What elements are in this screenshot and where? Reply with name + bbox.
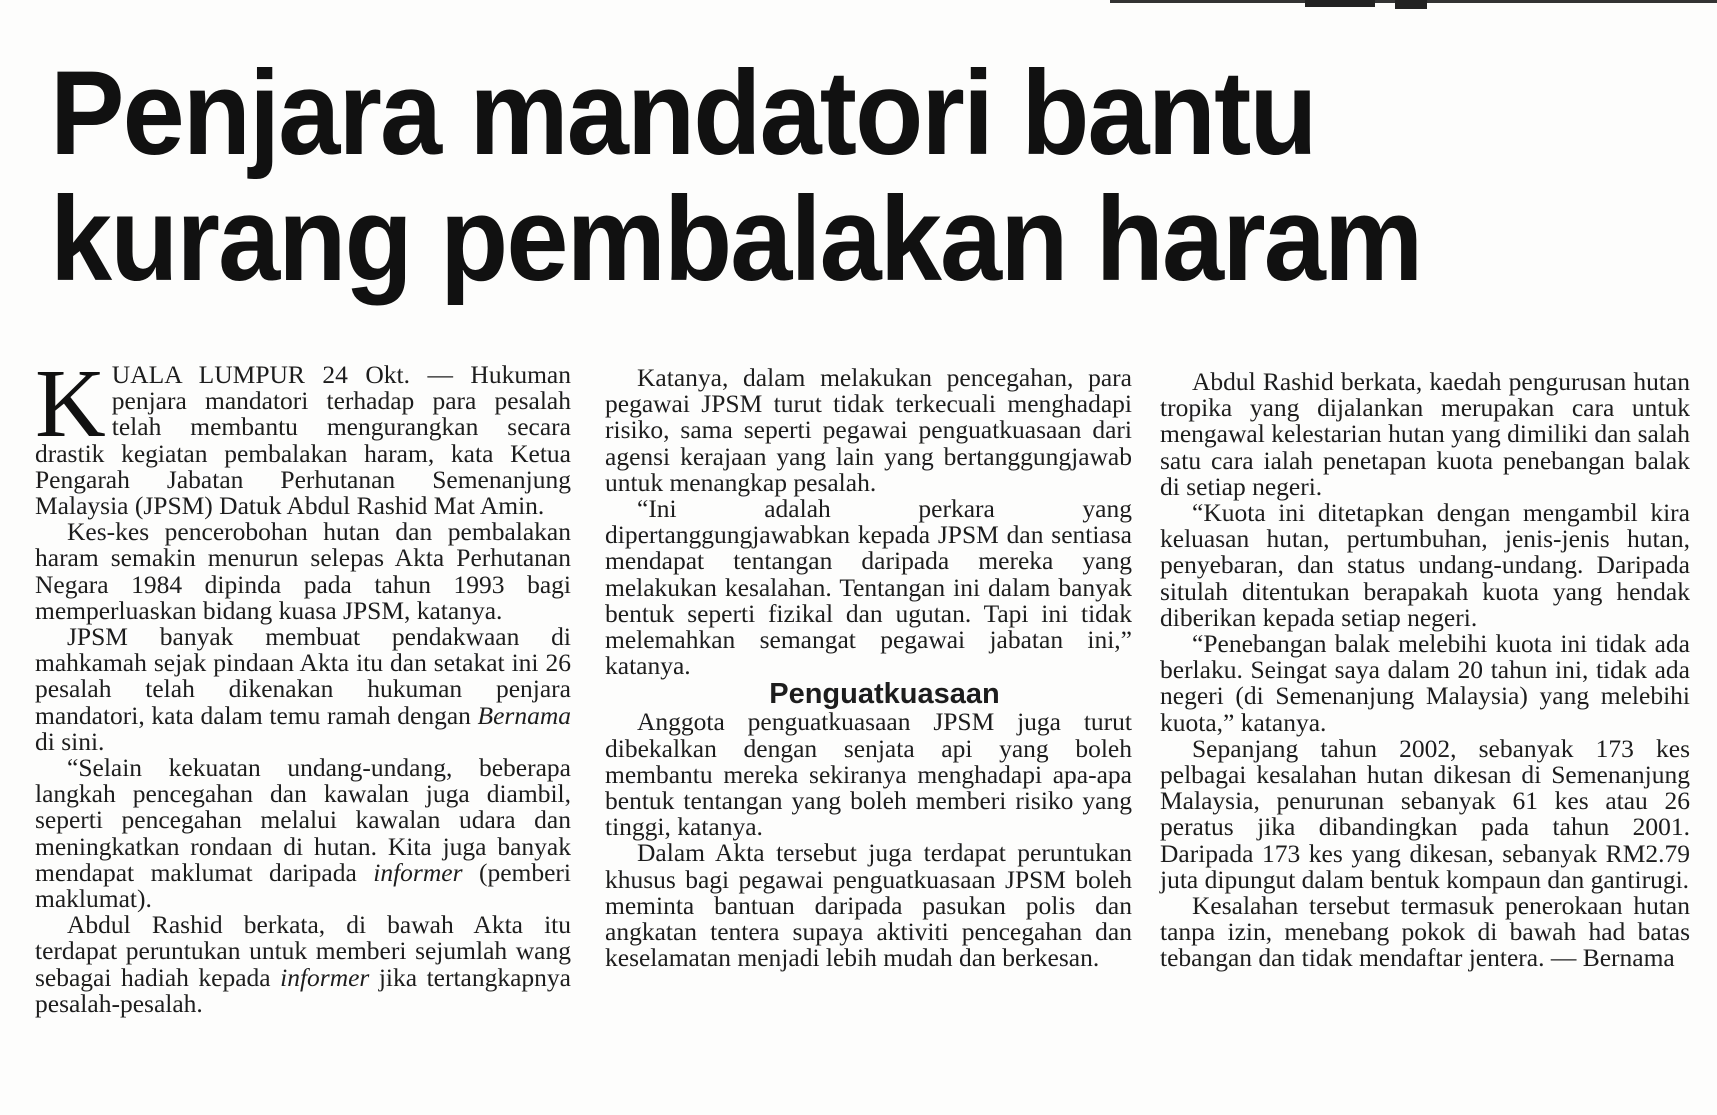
article-paragraph <box>35 912 571 1017</box>
article-paragraph: Sepanjang tahun 2002, sebanyak 173 kes pelbagai kesalahan hutan dikesan di Semenanjung Malaysia, penurunan sebanyak 61 kes atau 26 peratus jika dibandingkan pada tahun 2001. Daripada 173 kes yang dikesan, sebanyak RM2.79 juta dipungut dalam bentuk kompaun dan gantirugi. <box>1160 733 1690 894</box>
article-paragraph <box>35 755 571 912</box>
article-paragraph: Anggota penguatkuasaan JPSM juga turut dibekalkan dengan senjata api yang boleh membantu mereka sekiranya menghadapi apa-apa bentuk tentangan yang boleh memberi risiko yang tinggi, katanya. <box>605 707 1132 842</box>
article-paragraph <box>35 350 571 521</box>
article-column-3 <box>1160 369 1690 972</box>
paragraph-text: di sini. <box>35 726 105 756</box>
italic-text: informer <box>280 962 370 992</box>
headline-line-1: Penjara mandatori bantu <box>50 46 1316 180</box>
article-paragraph <box>35 624 571 755</box>
article-paragraph: “Kuota ini ditetapkan dengan mengambil kira keluasan hutan, pertumbuhan, jenis-jenis hutan, penyebaran, dan status undang-undang. Daripada situlah ditentukan berapakah kuota yang hendak diberikan kepada setiap negeri. <box>1160 498 1690 632</box>
top-rule-mark <box>1305 0 1375 7</box>
article-paragraph: Abdul Rashid berkata, kaedah pengurusan hutan tropika yang dijalankan merupakan cara untuk mengawal kelestarian hutan yang dimiliki dan salah satu cara ialah penetapan kuota penebangan balak di setiap negeri. <box>1160 367 1690 501</box>
paragraph-text: (pemberi maklumat). <box>35 857 571 914</box>
section-subheading: Penguatkuasaan <box>769 678 1000 711</box>
article-paragraph: Kesalahan tersebut termasuk penerokaan hutan tanpa izin, menebang pokok di bawah had batas tebangan dan tidak mendaftar jentera. — Bernama <box>1160 891 1690 973</box>
italic-text: Bernama <box>477 700 571 730</box>
paragraph-text: JPSM banyak membuat pendakwaan di mahkamah sejak pindaan Akta itu dan setakat ini 26 pesalah telah dikenakan hukuman penjara mandatori, kata dalam temu ramah dengan <box>35 622 571 730</box>
headline <box>50 46 1557 306</box>
article-paragraph: “Ini adalah perkara yang dipertanggungjawabkan kepada JPSM dan sentiasa mendapat tentangan daripada mereka yang melakukan kesalahan. Tentangan ini dalam banyak bentuk seperti fizikal dan ugutan. Tapi ini tidak melemahkan semangat pegawai jabatan ini,” katanya. <box>605 494 1132 681</box>
paragraph-text: “Selain kekuatan undang-undang, beberapa langkah pencegahan dan kawalan juga diambil, seperti pencegahan melalui kawalan udara dan meningkatkan rondaan di hutan. Kita juga banyak mendapat maklumat daripada <box>35 753 571 887</box>
article-paragraph: Kes-kes pencerobohan hutan dan pembalakan haram semakin menurun selepas Akta Perhutanan Negara 1984 dipinda pada tahun 1993 bagi memperluaskan bidang kuasa JPSM, katanya. <box>35 517 571 625</box>
article-paragraph: Dalam Akta tersebut juga terdapat peruntukan khusus bagi pegawai penguatkuasaan JPSM boleh meminta bantuan daripada pasukan polis dan angkatan tentera supaya aktiviti pencegahan dan keselamatan menjadi lebih mudah dan berkesan. <box>605 838 1132 973</box>
article-column-2 <box>605 365 1132 971</box>
top-rule-mark <box>1395 0 1427 9</box>
paragraph-text: Abdul Rashid berkata, di bawah Akta itu terdapat peruntukan untuk memberi sejumlah wang sebagai hadiah kepada <box>35 910 571 992</box>
paragraph-text: UALA LUMPUR 24 Okt. — Hukuman penjara mandatori terhadap para pesalah telah membantu mengurangkan secara drastik kegiatan pembalakan haram, kata Ketua Pengarah Jabatan Perhutanan Semenanjung Malaysia (JPSM) Datuk Abdul Rashid Mat Amin. <box>35 360 571 521</box>
paragraph-text: jika tertangkapnya pesalah-pesalah. <box>35 962 572 1018</box>
drop-cap: K <box>35 350 106 458</box>
article-paragraph: “Penebangan balak melebihi kuota ini tidak ada berlaku. Seingat saya dalam 20 tahun ini, tidak ada negeri (di Semenanjung Malaysia) yang melebihi kuota,” katanya. <box>1160 629 1690 737</box>
headline-line-2: kurang pembalakan haram <box>50 172 1422 306</box>
article-paragraph: Katanya, dalam melakukan pencegahan, para pegawai JPSM turut tidak terkecuali menghadapi risiko, sama seperti pegawai penguatkuasaan dari agensi kerajaan yang lain yang bertanggungjawab untuk menangkap pesalah. <box>605 363 1132 497</box>
italic-text: informer <box>373 857 463 887</box>
article-column-1 <box>35 350 572 1018</box>
